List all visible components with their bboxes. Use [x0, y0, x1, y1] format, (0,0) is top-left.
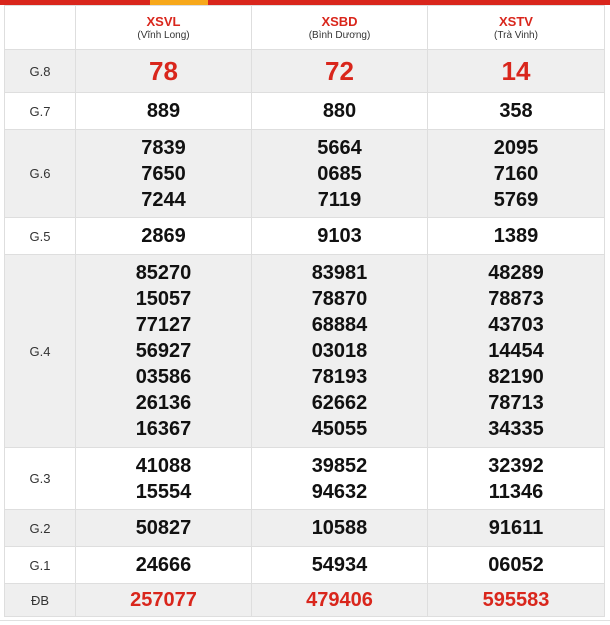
station-header-vinh-long[interactable]: [76, 6, 252, 50]
prize-cell: [76, 93, 252, 130]
prize-number: 7839: [141, 136, 186, 159]
prize-number: 43703: [488, 314, 544, 336]
prize-cell: [252, 510, 428, 547]
station-code[interactable]: XSBD: [321, 13, 358, 29]
prize-number: 68884: [311, 314, 368, 336]
station-header-binh-duong[interactable]: [252, 6, 428, 50]
prize-cell: [252, 93, 428, 130]
prize-number: 7119: [317, 188, 362, 211]
prize-number: 7650: [141, 162, 186, 185]
prize-cell: [428, 510, 605, 547]
prize-number: 14454: [488, 340, 544, 362]
prize-number: 78870: [311, 288, 368, 310]
prize-number: 32392: [488, 454, 544, 477]
header-blank-cell: [5, 6, 76, 50]
prize-number: 2869: [141, 225, 186, 247]
prize-cell: [76, 584, 252, 617]
prize-cell: [76, 510, 252, 547]
prize-number: 03586: [135, 366, 192, 388]
prize-number: 14: [501, 56, 531, 86]
prize-cell: [76, 547, 252, 584]
prize-row: [5, 510, 605, 547]
prize-label: G.3: [5, 448, 76, 510]
prize-number: 15554: [135, 480, 192, 503]
station-name: (Trà Vinh): [494, 29, 538, 41]
prize-number: 54934: [311, 554, 368, 576]
prize-number: 479406: [306, 589, 373, 611]
prize-cell: [428, 218, 605, 255]
prize-row: [5, 584, 605, 617]
prize-label: G.4: [5, 255, 76, 448]
prize-number: 0685: [317, 162, 362, 185]
prize-number: 10588: [311, 517, 368, 539]
prize-number: 5664: [317, 136, 362, 159]
prize-cell: [252, 50, 428, 93]
prize-number: 39852: [311, 454, 368, 477]
prize-number: 41088: [135, 454, 192, 477]
prize-cell: [76, 218, 252, 255]
prize-number: 5769: [493, 188, 539, 211]
station-name: (Bình Dương): [308, 29, 371, 41]
prize-row: [5, 448, 605, 510]
station-header-tra-vinh[interactable]: [428, 6, 605, 50]
prize-row: [5, 218, 605, 255]
prize-number: 1389: [493, 225, 539, 247]
prize-cell: [428, 547, 605, 584]
prize-number: 72: [325, 56, 354, 86]
prize-number: 62662: [311, 392, 368, 414]
prize-row: [5, 93, 605, 130]
prize-number: 03018: [311, 340, 368, 362]
station-code[interactable]: XSTV: [499, 13, 533, 29]
prize-number: 16367: [135, 418, 192, 440]
lottery-results-table: [4, 5, 605, 617]
prize-row: [5, 50, 605, 93]
prize-cell: [252, 255, 428, 448]
prize-label: G.2: [5, 510, 76, 547]
prize-row: [5, 547, 605, 584]
prize-number: 45055: [311, 418, 368, 440]
prize-number: 7244: [141, 188, 186, 211]
prize-cell: [76, 255, 252, 448]
prize-label: G.5: [5, 218, 76, 255]
prize-number: 50827: [135, 517, 192, 539]
prize-cell: [76, 50, 252, 93]
prize-number: 48289: [488, 262, 544, 284]
prize-cell: [428, 584, 605, 617]
prize-number: 257077: [130, 589, 197, 611]
prize-number: 358: [499, 100, 533, 122]
prize-number: 91611: [488, 517, 544, 539]
prize-number: 82190: [488, 366, 544, 388]
prize-number: 889: [146, 100, 181, 122]
prize-number: 78873: [488, 288, 544, 310]
prize-number: 78: [149, 56, 178, 86]
prize-number: 880: [322, 100, 357, 122]
prize-cell: [252, 547, 428, 584]
prize-cell: [76, 448, 252, 510]
bottom-divider: [0, 620, 610, 621]
prize-cell: [252, 218, 428, 255]
prize-cell: [428, 255, 605, 448]
prize-number: 06052: [488, 554, 544, 576]
prize-row: [5, 255, 605, 448]
prize-number: 85270: [135, 262, 192, 284]
header-row: [5, 6, 605, 50]
prize-number: 94632: [311, 480, 368, 503]
prize-number: 9103: [317, 225, 362, 247]
prize-number: 78193: [311, 366, 368, 388]
prize-number: 11346: [488, 480, 544, 503]
prize-number: 2095: [493, 136, 539, 159]
prize-cell: [428, 448, 605, 510]
prize-cell: [76, 130, 252, 218]
prize-row: [5, 130, 605, 218]
prize-number: 34335: [488, 418, 544, 440]
prize-label: G.7: [5, 93, 76, 130]
prize-number: 77127: [135, 314, 192, 336]
station-code[interactable]: XSVL: [146, 13, 181, 29]
prize-label: G.1: [5, 547, 76, 584]
prize-number: 24666: [135, 554, 192, 576]
prize-number: 7160: [493, 162, 539, 185]
prize-label: ĐB: [5, 584, 76, 617]
prize-cell: [252, 448, 428, 510]
prize-label: G.6: [5, 130, 76, 218]
prize-number: 56927: [135, 340, 192, 362]
prize-cell: [252, 584, 428, 617]
prize-number: 595583: [482, 589, 550, 611]
prize-label: G.8: [5, 50, 76, 93]
prize-number: 83981: [311, 262, 368, 284]
prize-number: 26136: [135, 392, 192, 414]
prize-cell: [428, 130, 605, 218]
prize-cell: [428, 50, 605, 93]
prize-cell: [428, 93, 605, 130]
prize-cell: [252, 130, 428, 218]
prize-number: 15057: [135, 288, 192, 310]
station-name: (Vĩnh Long): [137, 29, 190, 41]
prize-number: 78713: [488, 392, 544, 414]
